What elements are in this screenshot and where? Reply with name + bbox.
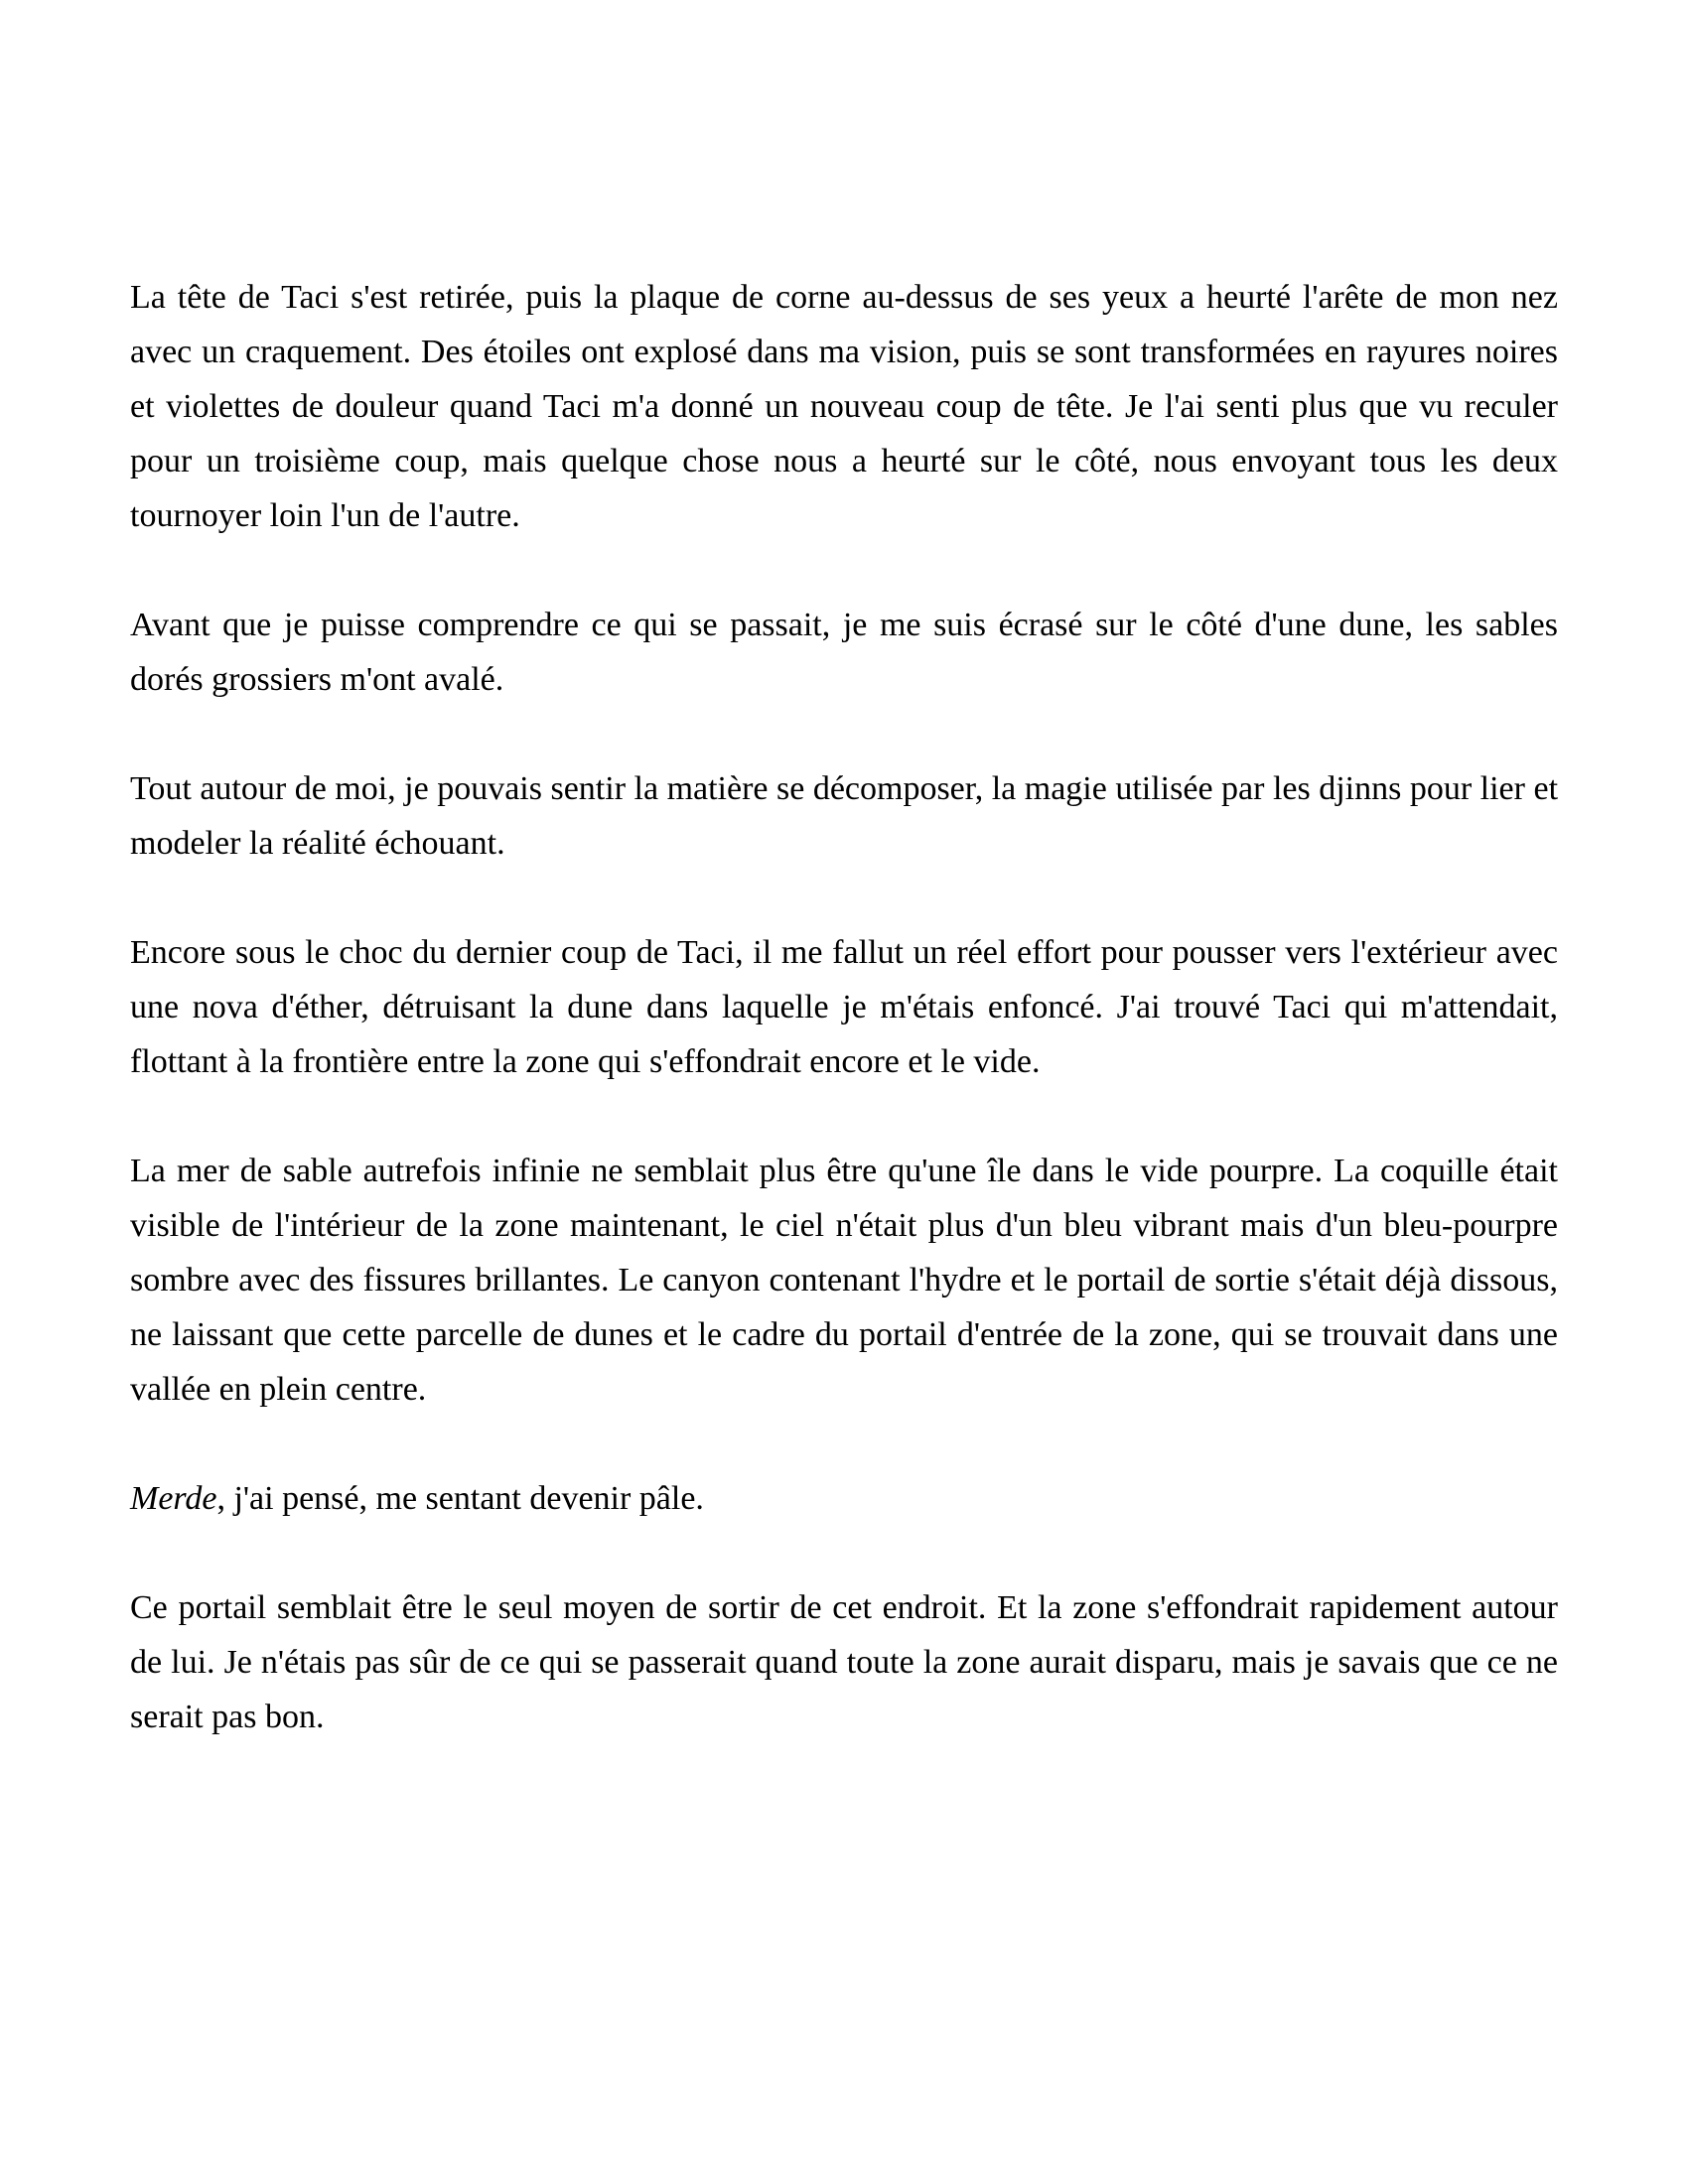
paragraph: Encore sous le choc du dernier coup de Taci, il me fallut un réel effort pour pousser vers l'extérieur avec une nova d'éther, détruisant la dune dans laquelle je m'étais enfoncé. J'ai trouvé Taci qui m'attendait, flottant à la frontière entre la zone qui s'effondrait encore et le vide. [130, 934, 1558, 1080]
paragraph: La tête de Taci s'est retirée, puis la plaque de corne au-dessus de ses yeux a heurté l'arête de mon nez avec un craquement. Des étoiles ont explosé dans ma vision, puis se sont transformées en rayures noires et violettes de douleur quand Taci m'a donné un nouveau coup de tête. Je l'ai senti plus que vu reculer pour un troisième coup, mais quelque chose nous a heurté sur le côté, nous envoyant tous les deux tournoyer loin l'un de l'autre. [130, 279, 1558, 534]
paragraph-text: , j'ai pensé, me sentant devenir pâle. [216, 1480, 704, 1517]
paragraph: La mer de sable autrefois infinie ne semblait plus être qu'une île dans le vide pourpre. La coquille était visible de l'intérieur de la zone maintenant, le ciel n'était plus d'un bleu vibrant mais d'un bleu-pourpre sombre avec des fissures brillantes. Le canyon contenant l'hydre et le portail de sortie s'était déjà dissous, ne laissant que cette parcelle de dunes et le cadre du portail d'entrée de la zone, qui se trouvait dans une vallée en plein centre. [130, 1153, 1558, 1408]
paragraph: Avant que je puisse comprendre ce qui se passait, je me suis écrasé sur le côté d'une dune, les sables dorés grossiers m'ont avalé. [130, 607, 1558, 698]
paragraph: Tout autour de moi, je pouvais sentir la matière se décomposer, la magie utilisée par les djinns pour lier et modeler la réalité échouant. [130, 770, 1559, 862]
italic-word: Merde [130, 1480, 217, 1517]
paragraph [130, 1471, 1558, 1526]
paragraph: Ce portail semblait être le seul moyen de sortir de cet endroit. Et la zone s'effondrait rapidement autour de lui. Je n'étais pas sûr de ce qui se passerait quand toute la zone aurait disparu, mais je savais que ce ne serait pas bon. [130, 1589, 1558, 1735]
